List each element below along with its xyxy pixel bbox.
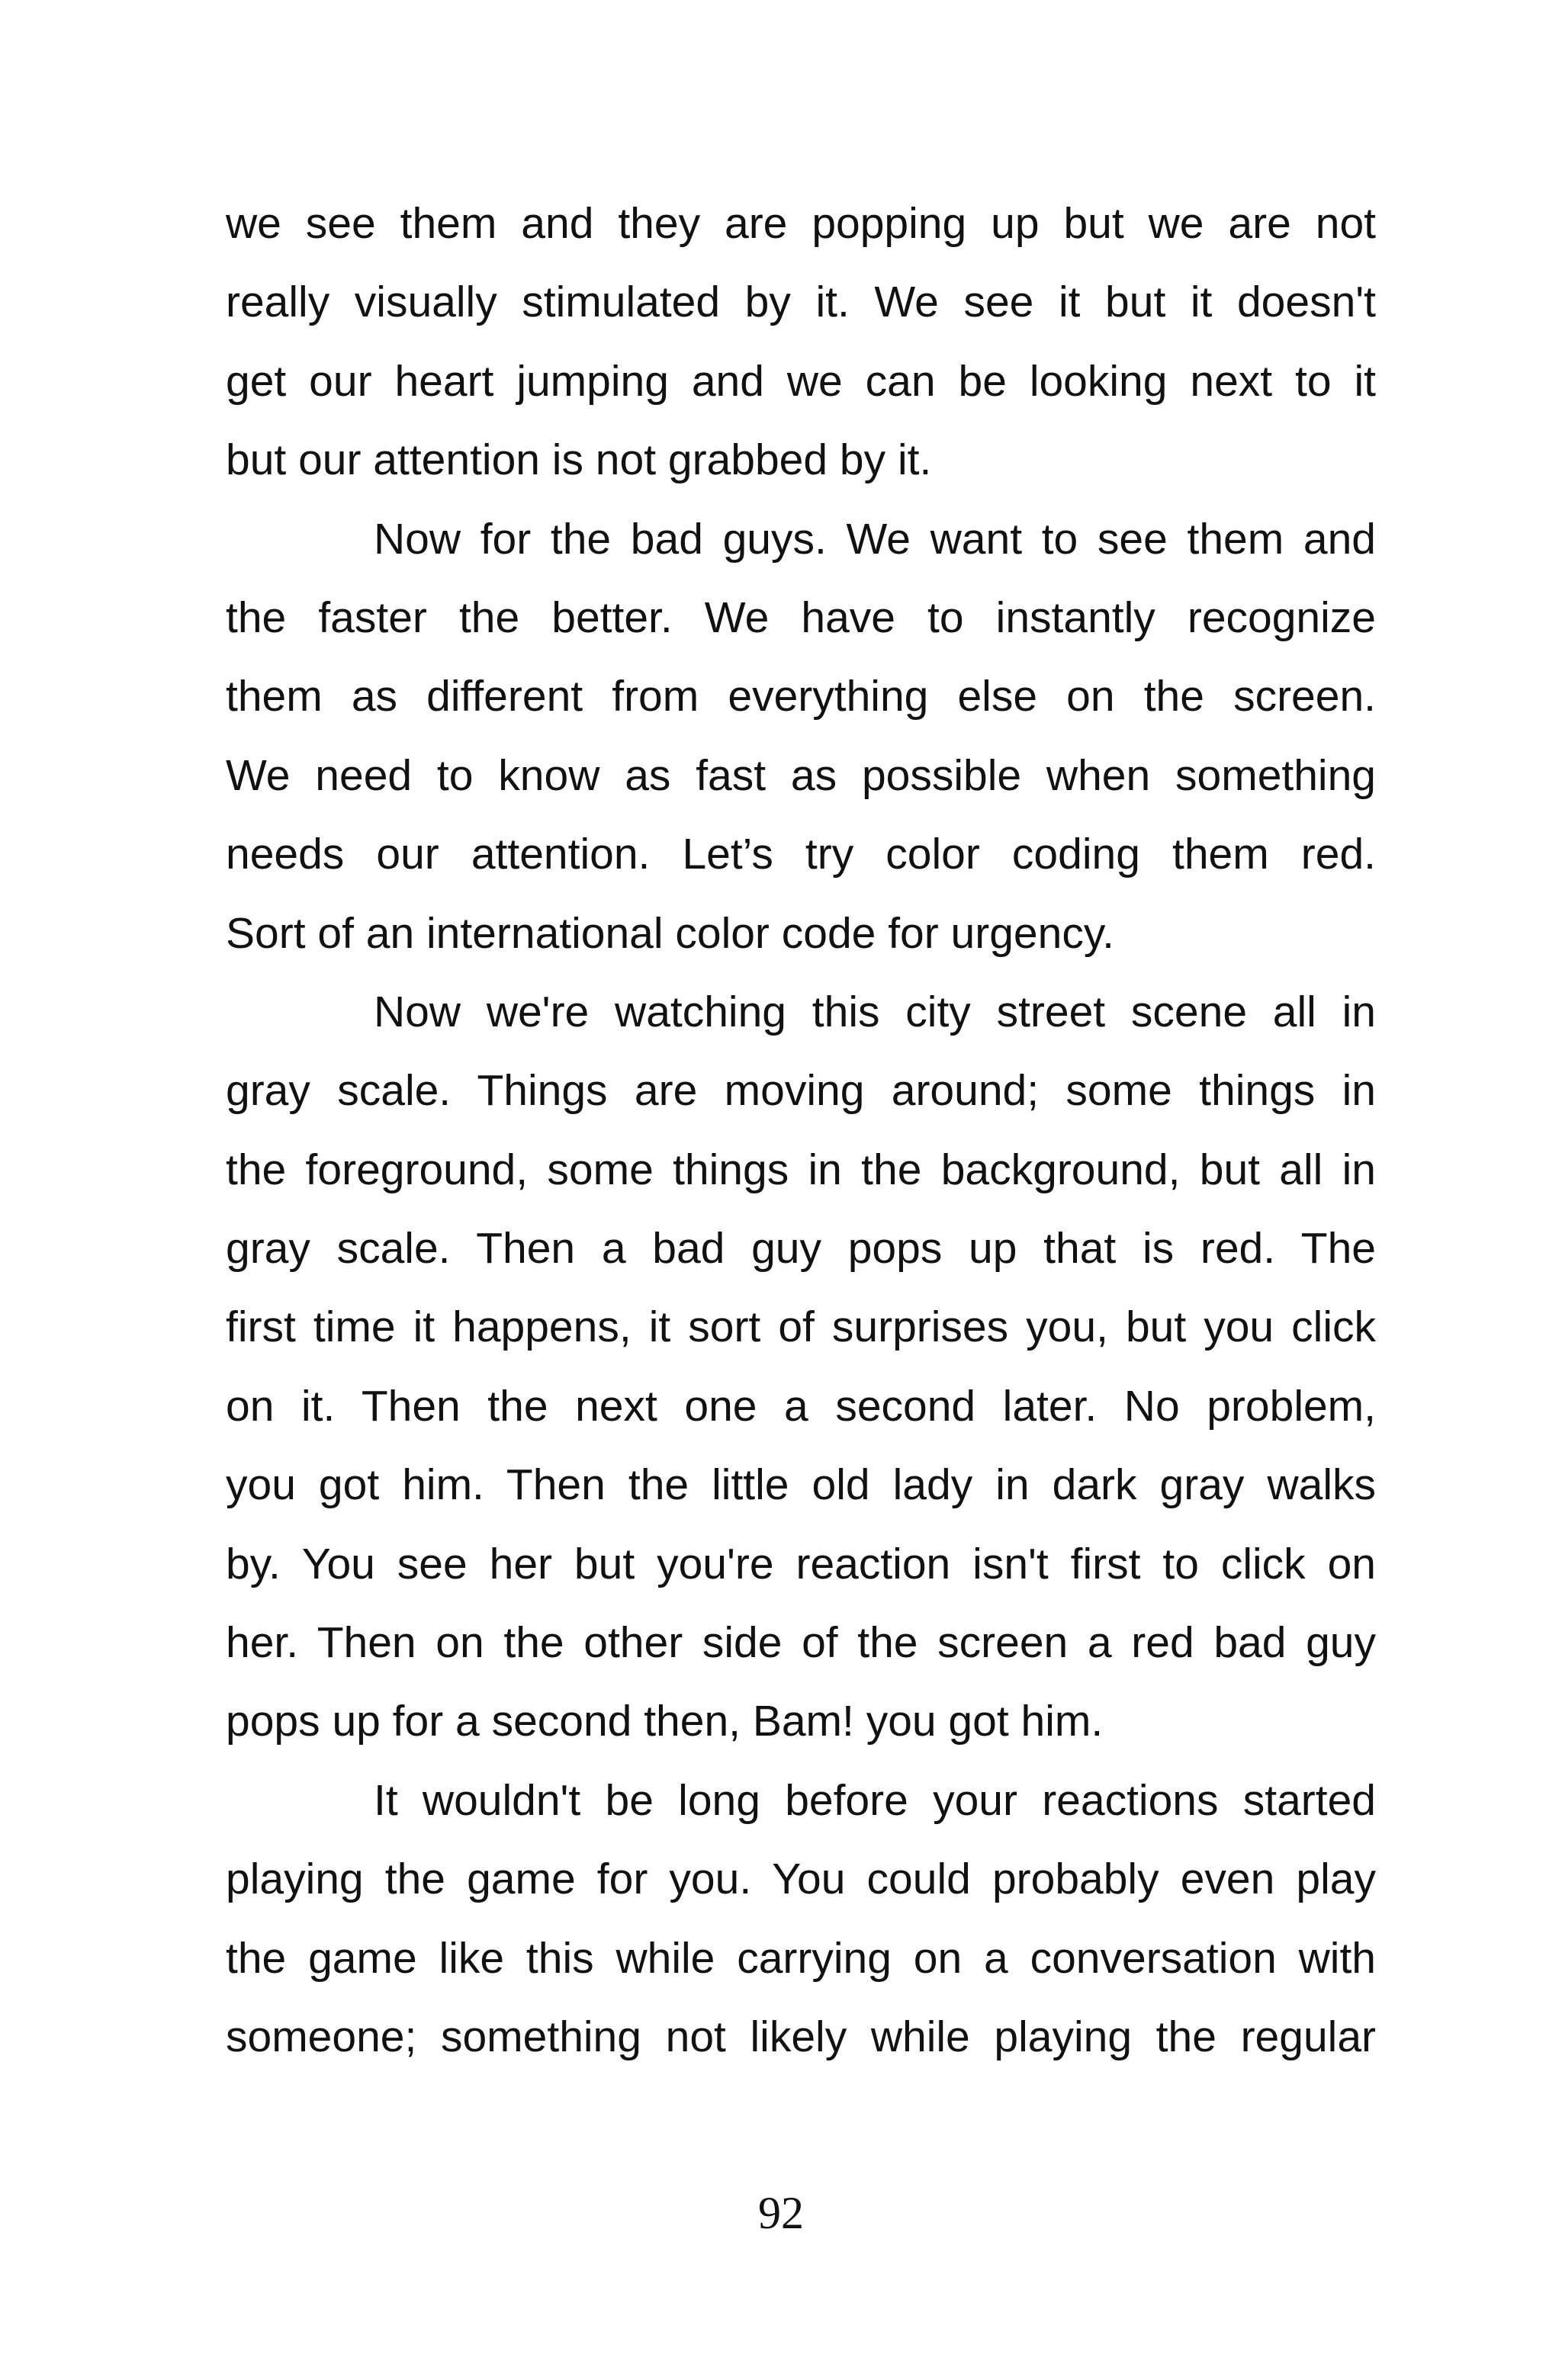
text-line: the faster the better. We have to instantly recognize xyxy=(226,593,1376,642)
text-line: but our attention is not grabbed by it. xyxy=(226,435,932,485)
text-line: gray scale. Things are moving around; some things in xyxy=(226,1066,1376,1116)
paragraph-start-line: Now for the bad guys. We want to see them and xyxy=(374,514,1376,564)
paragraph-start-line: Now we're watching this city street scene all in xyxy=(374,987,1376,1036)
text-line: we see them and they are popping up but we are not xyxy=(226,199,1376,248)
text-line: Sort of an international color code for urgency. xyxy=(226,908,1114,958)
text-line: the game like this while carrying on a conversation with xyxy=(226,1933,1376,1983)
text-line: her. Then on the other side of the screen a red bad guy xyxy=(226,1618,1376,1668)
body-text xyxy=(226,185,1376,2076)
text-line: really visually stimulated by it. We see it but it doesn't xyxy=(226,278,1376,327)
paragraph-start-line: It wouldn't be long before your reactions started xyxy=(374,1775,1376,1825)
text-line: the foreground, some things in the background, but all in xyxy=(226,1145,1376,1194)
text-line: on it. Then the next one a second later. No problem, xyxy=(226,1381,1376,1431)
text-line: gray scale. Then a bad guy pops up that is red. The xyxy=(226,1224,1376,1274)
text-line: playing the game for you. You could probably even play xyxy=(226,1855,1376,1904)
text-line: needs our attention. Let’s try color coding them red. xyxy=(226,830,1376,879)
text-line: We need to know as fast as possible when something xyxy=(226,750,1376,800)
text-line: first time it happens, it sort of surprises you, but you click xyxy=(226,1302,1376,1352)
text-line: someone; something not likely while playing the regular xyxy=(226,2012,1376,2061)
text-line: pops up for a second then, Bam! you got him. xyxy=(226,1697,1104,1746)
text-line: get our heart jumping and we can be looking next to it xyxy=(226,356,1376,406)
text-line: them as different from everything else on the screen. xyxy=(226,672,1376,721)
text-line: by. You see her but you're reaction isn't first to click on xyxy=(226,1539,1376,1588)
text-line: you got him. Then the little old lady in dark gray walks xyxy=(226,1460,1376,1510)
page-number: 92 xyxy=(758,2188,804,2238)
